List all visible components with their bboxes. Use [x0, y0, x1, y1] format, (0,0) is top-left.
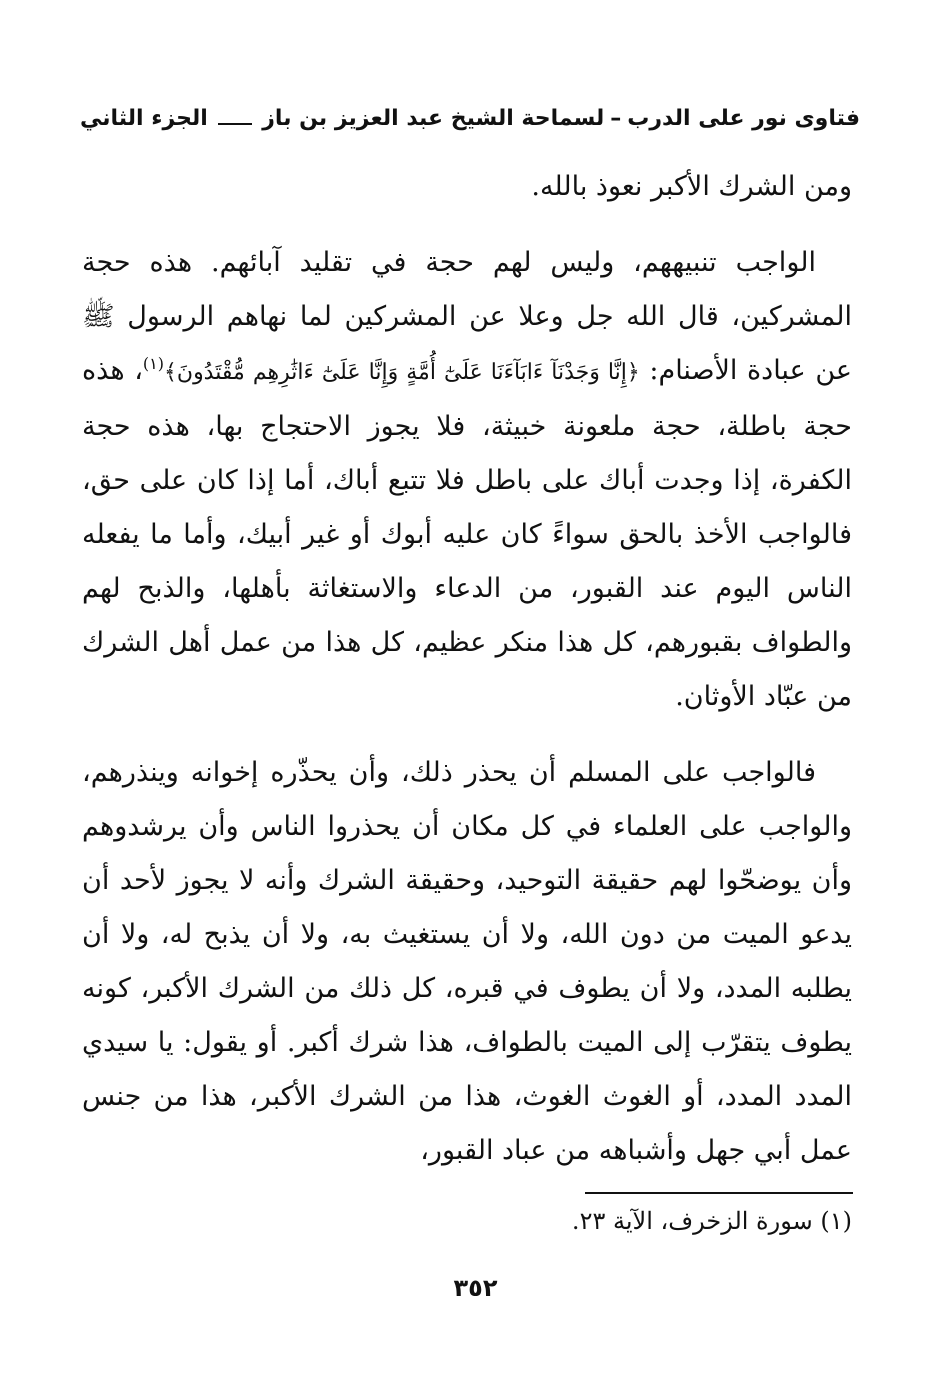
footnote-reference[interactable]: (١)	[142, 354, 165, 373]
main-text	[82, 160, 852, 1200]
paragraph-2-intro: الواجب تنبيههم، وليس لهم حجة في تقليد آبائهم. هذه حجة المشركين، قال الله جل وعلا عن المشركين لما نهاهم الرسول ﷺ عن عبادة الأصنام:	[82, 247, 852, 386]
footnote: (١) سورة الزخرف، الآية ٢٣.	[571, 1207, 852, 1235]
running-header	[80, 98, 860, 138]
footnote-divider	[585, 1192, 853, 1194]
paragraph-2-rest: ، هذه حجة باطلة، حجة ملعونة خبيثة، فلا يجوز الاحتجاج بها، هذه حجة الكفرة، إذا وجدت أباك على باطل فلا تتبع أباك، أما إذا كان على حق، فالواجب الأخذ بالحق سواءً كان عليه أبوك أو غير أبيك، وأما ما يفعله الناس اليوم عند القبور، من الدعاء والاستغاثة بأهلها، والذبح لهم والطواف بقبورهم، كل هذا منكر عظيم، كل هذا من عمل أهل الشرك من عبّاد الأوثان.	[82, 355, 852, 712]
quran-verse: ﴿إِنَّا وَجَدْنَآ ءَابَآءَنَا عَلَىٰٓ أُمَّةٍ وَإِنَّا عَلَىٰٓ ءَاثَٰرِهِم مُّقْتَدُونَ﴾	[164, 360, 640, 385]
volume-part: الجزء الثاني	[80, 105, 208, 131]
paragraph-2	[82, 236, 852, 724]
page-number: ٣٥٢	[453, 1274, 498, 1302]
paragraph-1: ومن الشرك الأكبر نعوذ بالله.	[531, 171, 852, 202]
header-separator: –	[610, 105, 622, 131]
author-name: لسماحة الشيخ عبد العزيز بن باز	[262, 105, 605, 131]
book-title: فتاوى نور على الدرب	[627, 105, 860, 131]
header-rule	[218, 123, 252, 125]
paragraph-3: فالواجب على المسلم أن يحذر ذلك، وأن يحذّره إخوانه وينذرهم، والواجب على العلماء في كل مكان أن يحذروا الناس وأن يرشدوهم وأن يوضحّوا لهم حقيقة التوحيد، وحقيقة الشرك وأنه لا يجوز لأحد أن يدعو الميت من دون الله، ولا أن يستغيث به، ولا أن يذبح له، ولا أن يطلبه المدد، ولا أن يطوف في قبره، كل ذلك من الشرك الأكبر، كونه يطوف يتقرّب إلى الميت بالطواف، هذا شرك أكبر. أو يقول: يا سيدي المدد المدد، أو الغوث الغوث، هذا من الشرك الأكبر، هذا من جنس عمل أبي جهل وأشباهه من عباد القبور،	[82, 757, 852, 1166]
